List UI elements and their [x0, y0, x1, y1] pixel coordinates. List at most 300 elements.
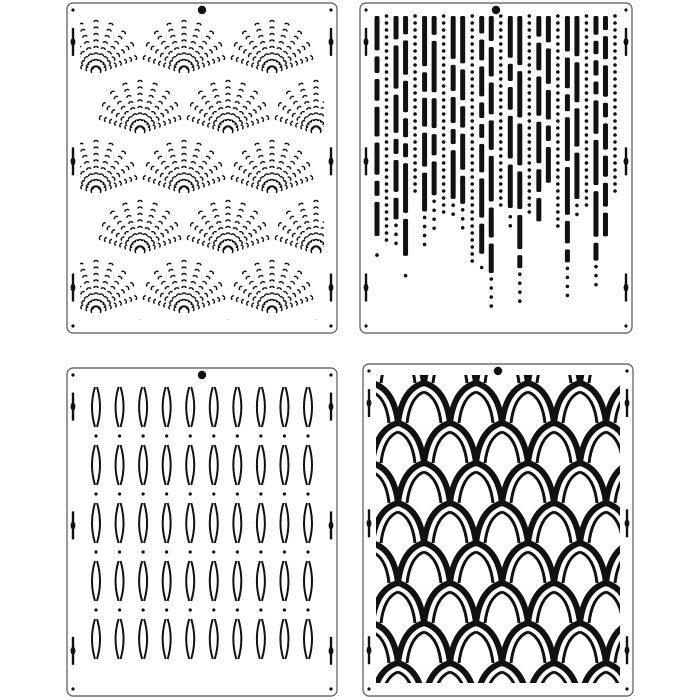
grid-dot: [94, 550, 97, 553]
sheet-border: [67, 368, 337, 696]
drip-dot: [556, 21, 560, 25]
drip-dot: [499, 14, 503, 18]
drip-dash: [479, 144, 484, 172]
drip-dot: [385, 217, 389, 221]
drip-dot: [556, 112, 560, 116]
drip-dash: [593, 243, 598, 261]
drip-dot: [413, 112, 417, 116]
leaf-mark: [291, 216, 294, 218]
leaf-mark: [129, 236, 132, 238]
leaf-mark: [121, 151, 124, 153]
leaf-mark: [191, 296, 194, 298]
drip-dot: [423, 216, 427, 220]
drip-dot: [442, 133, 446, 137]
drip-dot: [442, 105, 446, 109]
grid-dot: [142, 492, 145, 495]
drip-dot: [499, 140, 503, 144]
leaf-mark: [232, 121, 235, 123]
drip-dot: [404, 274, 408, 278]
drip-dot: [613, 112, 617, 116]
drip-dot: [413, 21, 417, 25]
leaf-mark: [158, 101, 161, 103]
drip-dot: [556, 175, 560, 179]
grid-dot: [189, 492, 192, 495]
drip-dash: [479, 178, 484, 217]
drip-dot: [432, 208, 436, 212]
drip-dash: [451, 129, 456, 144]
registration-tab-knob: [71, 284, 76, 292]
drip-dot: [613, 77, 617, 81]
drip-dot: [470, 56, 474, 60]
drip-dot: [613, 84, 617, 88]
registration-tab-knob: [625, 399, 630, 407]
drip-dot: [499, 182, 503, 186]
drip-dot: [499, 196, 503, 200]
leaf-mark: [119, 101, 122, 103]
drip-dot: [413, 98, 417, 102]
drip-dot: [442, 175, 446, 179]
drip-dot: [613, 49, 617, 53]
leaf-mark: [107, 171, 110, 173]
leaf-mark: [244, 151, 247, 153]
drip-dot: [594, 265, 598, 269]
drip-dot: [442, 147, 446, 151]
drip-dot: [413, 42, 417, 46]
leaf-mark: [114, 281, 117, 283]
drip-dot: [585, 203, 589, 207]
drip-dot: [442, 21, 446, 25]
drip-dot: [556, 63, 560, 67]
drip-dash: [460, 134, 465, 170]
drip-dot: [499, 126, 503, 130]
drip-dot: [470, 98, 474, 102]
drip-dot: [470, 119, 474, 123]
registration-tab-knob: [71, 38, 76, 46]
leaf-mark: [162, 216, 165, 218]
drip-dot: [528, 84, 532, 88]
drip-dot: [442, 28, 446, 32]
leaf-mark: [297, 271, 300, 273]
drip-dot: [470, 84, 474, 88]
drip-dot: [451, 212, 455, 216]
drip-dot: [442, 49, 446, 53]
leaf-mark: [166, 286, 169, 288]
leaf-mark: [114, 41, 117, 43]
drip-dot: [499, 147, 503, 151]
grid-dot: [306, 434, 309, 437]
leaf-mark: [100, 181, 103, 183]
drip-dot: [499, 56, 503, 60]
drip-dash: [460, 176, 465, 204]
leaf-mark: [199, 286, 202, 288]
corner-dot: [364, 324, 367, 327]
leaf-mark: [126, 111, 129, 113]
drip-dot: [585, 147, 589, 151]
drip-dash: [422, 173, 427, 212]
drip-dot: [470, 238, 474, 242]
leaf-mark: [151, 111, 154, 113]
registration-tab-knob: [367, 399, 372, 407]
drip-dot: [442, 63, 446, 67]
leaf-mark: [121, 31, 124, 33]
drip-dash: [603, 65, 608, 97]
drip-dot: [489, 304, 493, 308]
leaf-mark: [283, 171, 286, 173]
drip-dot: [385, 42, 389, 46]
drip-dash: [432, 134, 437, 155]
leaf-mark: [294, 276, 297, 278]
leaf-mark: [111, 166, 114, 168]
drip-dot: [528, 77, 532, 81]
leaf-mark: [239, 231, 242, 233]
leaf-mark: [173, 56, 176, 58]
leaf-mark: [297, 31, 300, 33]
leaf-mark: [112, 91, 115, 93]
drip-dot: [585, 119, 589, 123]
registration-tab-knob: [624, 284, 629, 292]
drip-dash: [593, 16, 598, 35]
drip-dot: [470, 259, 474, 263]
drip-dot: [556, 189, 560, 193]
drip-dot: [518, 299, 522, 303]
leaf-mark: [85, 56, 88, 58]
drip-dot: [556, 28, 560, 32]
registration-tab-knob: [624, 38, 629, 46]
drip-dot: [585, 35, 589, 39]
drip-dash: [517, 255, 522, 268]
drip-dot: [461, 208, 465, 212]
grid-dot: [236, 608, 239, 611]
drip-dot: [613, 105, 617, 109]
leaf-mark: [288, 91, 291, 93]
drip-dot: [556, 42, 560, 46]
drip-dot: [442, 168, 446, 172]
leaf-mark: [206, 156, 209, 158]
drip-dot: [470, 189, 474, 193]
drip-dot: [556, 77, 560, 81]
grid-dot: [283, 434, 286, 437]
drip-dot: [413, 126, 417, 130]
drip-dash: [593, 100, 598, 133]
drip-dot: [528, 70, 532, 74]
drip-dot: [585, 168, 589, 172]
leaf-mark: [166, 166, 169, 168]
leaf-mark: [103, 296, 106, 298]
hang-hole: [198, 371, 206, 379]
corner-dot: [329, 373, 332, 376]
drip-dot: [585, 21, 589, 25]
drip-dot: [470, 70, 474, 74]
drip-dot: [556, 91, 560, 95]
leaf-mark: [188, 61, 191, 63]
leaf-mark: [163, 281, 166, 283]
leaf-mark: [302, 231, 305, 233]
grid-dot: [236, 550, 239, 553]
drip-dot: [394, 242, 398, 246]
leaf-mark: [283, 51, 286, 53]
drip-dot: [470, 35, 474, 39]
leaf-mark: [258, 291, 261, 293]
grid-dot: [236, 492, 239, 495]
leaf-mark: [156, 151, 159, 153]
drip-dash: [565, 221, 570, 244]
leaf-mark: [159, 156, 162, 158]
drip-dot: [385, 14, 389, 18]
drip-dot: [613, 147, 617, 151]
drip-dot: [385, 84, 389, 88]
drip-dot: [394, 233, 398, 237]
drip-dot: [594, 283, 598, 287]
leaf-mark: [217, 116, 220, 118]
leaf-mark: [279, 56, 282, 58]
drip-dash: [546, 147, 551, 183]
leaf-mark: [320, 241, 323, 243]
corner-dot: [329, 8, 332, 11]
leaf-mark: [287, 166, 290, 168]
corner-dot: [624, 8, 627, 11]
leaf-mark: [103, 56, 106, 58]
grid-dot: [94, 492, 97, 495]
drip-dash: [603, 213, 608, 237]
leaf-mark: [85, 176, 88, 178]
leaf-mark: [210, 226, 213, 228]
hang-hole: [492, 6, 500, 14]
leaf-mark: [199, 166, 202, 168]
drip-dot: [499, 84, 503, 88]
leaf-mark: [82, 291, 85, 293]
drip-dot: [528, 161, 532, 165]
leaf-mark: [209, 31, 212, 33]
drip-dot: [385, 56, 389, 60]
drip-dot: [528, 49, 532, 53]
registration-tab-knob: [71, 647, 76, 655]
grid-dot: [259, 434, 262, 437]
drip-dot: [413, 70, 417, 74]
drip-dot: [613, 98, 617, 102]
leaf-mark: [207, 221, 210, 223]
drip-dash: [422, 72, 427, 92]
drip-dot: [413, 84, 417, 88]
drip-dot: [385, 91, 389, 95]
drip-dot: [499, 35, 503, 39]
drip-dash: [375, 143, 380, 175]
drip-dash: [394, 16, 399, 39]
drip-dash: [403, 163, 408, 213]
leaf-mark: [209, 271, 212, 273]
drip-dot: [528, 182, 532, 186]
drip-dot: [385, 119, 389, 123]
leaf-mark: [258, 51, 261, 53]
leaf-mark: [111, 46, 114, 48]
drip-dot: [566, 285, 570, 289]
leaf-mark: [288, 211, 291, 213]
drip-dot: [385, 231, 389, 235]
leaf-mark: [283, 291, 286, 293]
drip-dot: [613, 133, 617, 137]
grid-dot: [236, 434, 239, 437]
drip-dot: [489, 277, 493, 281]
drip-dash: [603, 183, 608, 207]
corner-dot: [625, 687, 628, 690]
leaf-mark: [251, 161, 254, 163]
leaf-mark: [235, 116, 238, 118]
drip-dot: [385, 35, 389, 39]
leaf-mark: [202, 41, 205, 43]
drip-dot: [423, 225, 427, 229]
hang-hole: [198, 6, 206, 14]
drip-dash: [574, 62, 579, 102]
drip-dot: [385, 189, 389, 193]
drip-dash: [479, 39, 484, 60]
drip-dot: [499, 91, 503, 95]
leaf-mark: [203, 216, 206, 218]
leaf-mark: [166, 46, 169, 48]
corner-dot: [367, 369, 370, 372]
drip-dot: [385, 182, 389, 186]
drip-dot: [470, 28, 474, 32]
drip-dot: [556, 98, 560, 102]
drip-dot: [556, 140, 560, 144]
drip-dot: [613, 56, 617, 60]
leaf-mark: [163, 161, 166, 163]
drip-dot: [499, 49, 503, 53]
drip-dot: [480, 266, 484, 270]
drip-dot: [442, 77, 446, 81]
drip-dot: [613, 189, 617, 193]
leaf-mark: [151, 231, 154, 233]
drip-dot: [413, 133, 417, 137]
leaf-mark: [298, 106, 301, 108]
drip-dot: [385, 133, 389, 137]
leaf-mark: [111, 286, 114, 288]
drip-dash: [489, 207, 494, 237]
drip-dot: [413, 161, 417, 165]
drip-dash: [593, 191, 598, 237]
drip-dash: [508, 64, 513, 81]
drip-dash: [432, 41, 437, 92]
drip-dot: [556, 119, 560, 123]
grid-dot: [118, 608, 121, 611]
leaf-mark: [247, 156, 250, 158]
drip-dot: [613, 154, 617, 158]
drip-dot: [528, 42, 532, 46]
drip-dot: [461, 217, 465, 221]
drip-dot: [556, 217, 560, 221]
drip-dot: [432, 217, 436, 221]
drip-dot: [556, 154, 560, 158]
drip-dot: [499, 203, 503, 207]
drip-dot: [385, 140, 389, 144]
registration-tab-knob: [71, 521, 76, 529]
drip-dot: [528, 35, 532, 39]
drip-dot: [470, 21, 474, 25]
drip-dash: [394, 45, 399, 88]
leaf-mark: [195, 171, 198, 173]
leaf-mark: [156, 31, 159, 33]
corner-dot: [71, 8, 74, 11]
leaf-mark: [246, 101, 249, 103]
grid-dot: [142, 550, 145, 553]
leaf-mark: [298, 226, 301, 228]
drip-dot: [499, 112, 503, 116]
drip-dot: [470, 224, 474, 228]
drip-dot: [385, 238, 389, 242]
drip-dot: [556, 133, 560, 137]
leaf-mark: [295, 101, 298, 103]
drip-dot: [413, 147, 417, 151]
grid-dot: [306, 492, 309, 495]
drip-dash: [517, 16, 522, 65]
drip-dot: [385, 105, 389, 109]
registration-tab-knob: [624, 157, 629, 165]
drip-dot: [489, 286, 493, 290]
drip-dot: [442, 56, 446, 60]
drip-dash: [375, 181, 380, 196]
leaf-mark: [235, 236, 238, 238]
leaf-mark: [279, 176, 282, 178]
drip-dash: [565, 16, 570, 51]
leaf-mark: [276, 301, 279, 303]
grid-dot: [212, 434, 215, 437]
drip-dot: [470, 147, 474, 151]
leaf-mark: [246, 221, 249, 223]
drip-dot: [585, 133, 589, 137]
drip-dot: [461, 226, 465, 230]
drip-dash: [422, 98, 427, 127]
drip-dot: [528, 168, 532, 172]
drip-dash: [546, 16, 551, 42]
drip-dot: [585, 161, 589, 165]
leaf-mark: [103, 176, 106, 178]
stencil-scales-art: [362, 363, 634, 697]
leaf-mark: [200, 91, 203, 93]
grid-dot: [189, 608, 192, 611]
drip-dot: [413, 56, 417, 60]
drip-dot: [613, 91, 617, 95]
drip-dot: [613, 63, 617, 67]
drip-dot: [556, 161, 560, 165]
drip-dot: [442, 112, 446, 116]
drip-dot: [413, 140, 417, 144]
leaf-mark: [253, 91, 256, 93]
leaf-mark: [165, 211, 168, 213]
drip-dot: [508, 215, 512, 219]
leaf-mark: [290, 41, 293, 43]
drip-dot: [385, 49, 389, 53]
drip-dot: [423, 243, 427, 247]
drip-dot: [413, 189, 417, 193]
grid-dot: [212, 492, 215, 495]
drip-dash: [603, 103, 608, 118]
drip-dash: [546, 125, 551, 141]
leaf-mark: [261, 296, 264, 298]
drip-dash: [508, 87, 513, 110]
drip-dot: [528, 154, 532, 158]
drip-dash: [479, 66, 484, 96]
drip-dot: [585, 56, 589, 60]
grid-dot: [259, 492, 262, 495]
grid-dot: [306, 550, 309, 553]
leaf-mark: [147, 116, 150, 118]
drip-dot: [556, 210, 560, 214]
leaf-mark: [82, 51, 85, 53]
drip-dash: [375, 16, 380, 50]
leaf-mark: [173, 176, 176, 178]
drip-dash: [508, 164, 513, 208]
drip-dash: [394, 95, 399, 133]
drip-dot: [442, 196, 446, 200]
grid-dot: [118, 492, 121, 495]
